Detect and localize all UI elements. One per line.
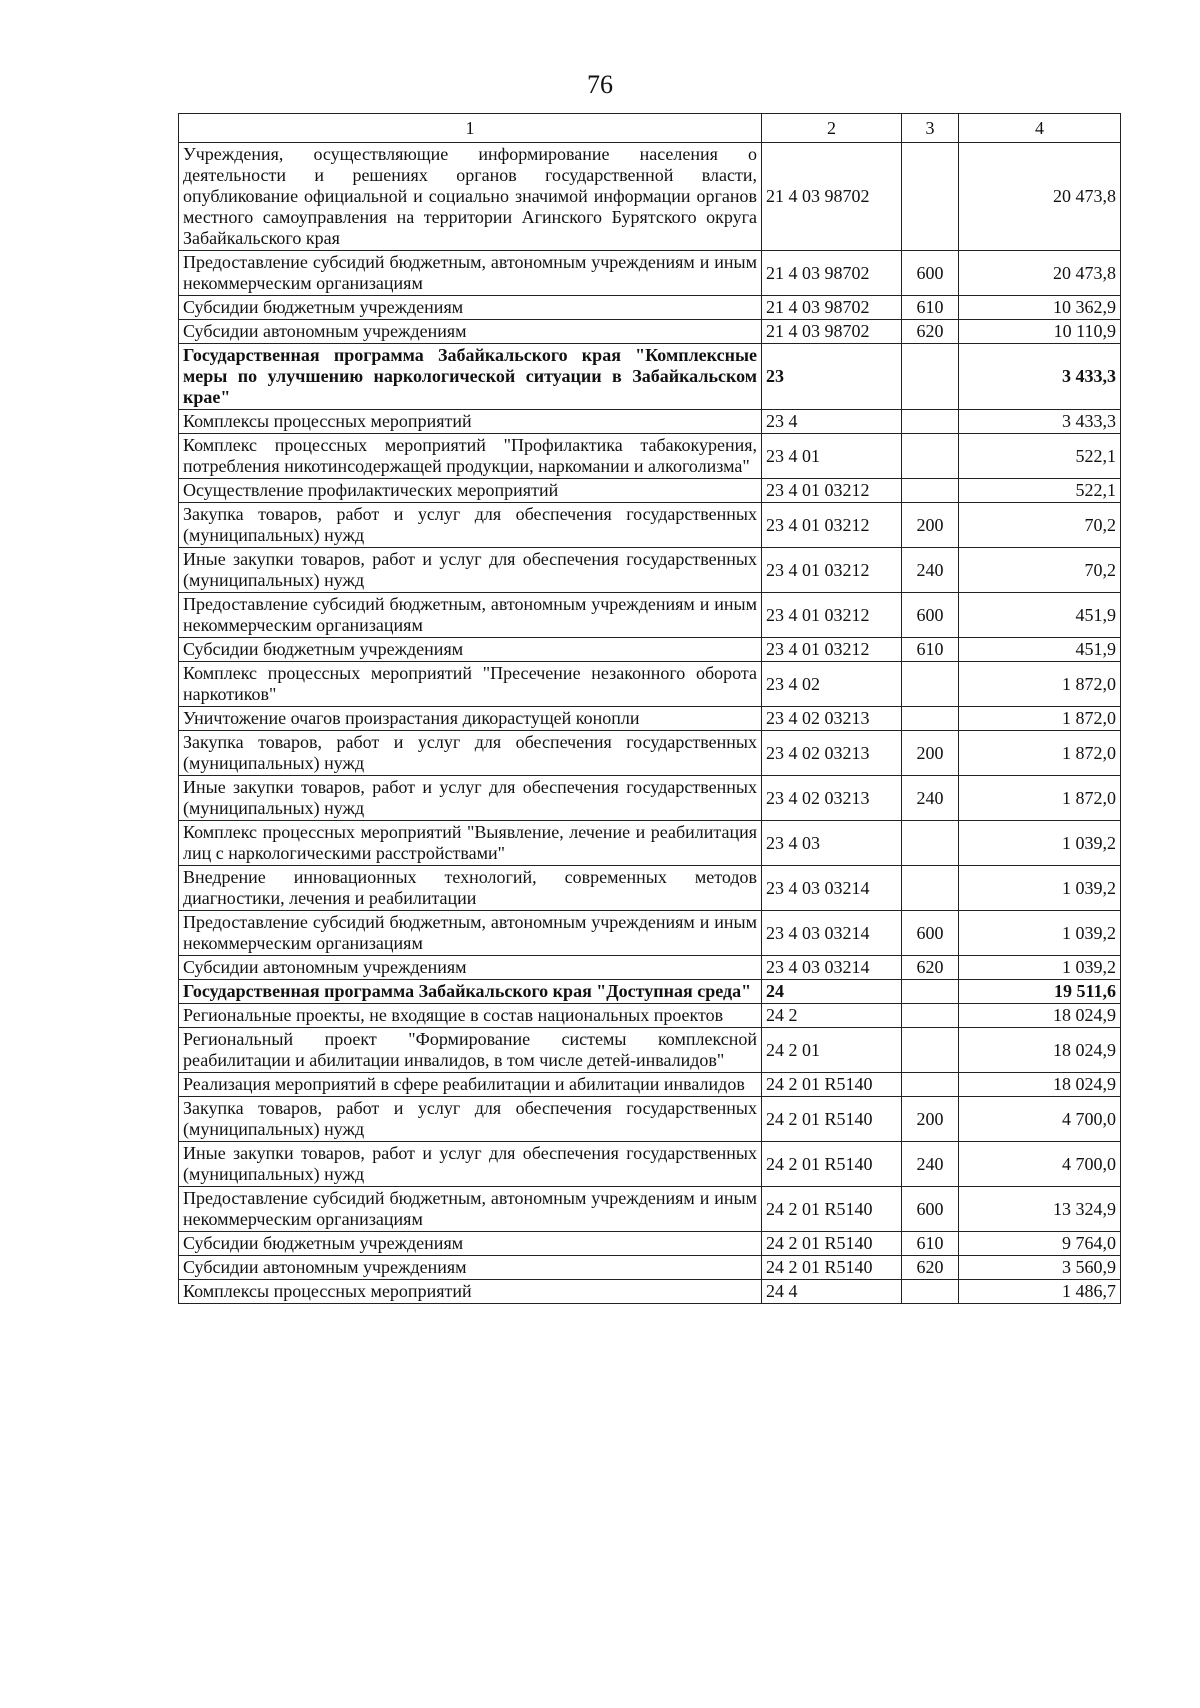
row-name: Иные закупки товаров, работ и услуг для обеспечения государственных (муниципальных) нужд <box>179 776 762 821</box>
table-row <box>179 296 1121 320</box>
row-type <box>902 662 959 707</box>
row-code: 21 4 03 98702 <box>762 143 902 251</box>
row-code: 23 4 03 03214 <box>762 866 902 911</box>
row-code: 23 4 01 03212 <box>762 479 902 503</box>
row-type: 610 <box>902 296 959 320</box>
row-code: 24 2 01 R5140 <box>762 1187 902 1232</box>
row-code: 23 4 02 03213 <box>762 776 902 821</box>
table-row <box>179 1097 1121 1142</box>
row-name: Комплексы процессных мероприятий <box>179 410 762 434</box>
row-amount: 20 473,8 <box>959 251 1121 296</box>
table-row <box>179 866 1121 911</box>
row-code: 23 4 01 <box>762 434 902 479</box>
row-code: 23 4 01 03212 <box>762 638 902 662</box>
row-name: Комплекс процессных мероприятий "Выявление, лечение и реабилитация лиц с наркологическими расстройствами" <box>179 821 762 866</box>
row-amount: 1 872,0 <box>959 731 1121 776</box>
row-name: Внедрение инновационных технологий, современных методов диагностики, лечения и реабилитации <box>179 866 762 911</box>
table-row <box>179 1028 1121 1073</box>
row-code: 23 4 03 <box>762 821 902 866</box>
row-name: Предоставление субсидий бюджетным, автономным учреждениям и иным некоммерческим организациям <box>179 251 762 296</box>
row-name: Региональные проекты, не входящие в состав национальных проектов <box>179 1004 762 1028</box>
row-name: Субсидии автономным учреждениям <box>179 1256 762 1280</box>
header-col-3: 3 <box>902 114 959 143</box>
row-name: Иные закупки товаров, работ и услуг для обеспечения государственных (муниципальных) нужд <box>179 548 762 593</box>
table-row <box>179 1280 1121 1304</box>
table-row <box>179 251 1121 296</box>
row-code: 24 2 <box>762 1004 902 1028</box>
row-name: Учреждения, осуществляющие информирование населения о деятельности и решениях органов государственной власти, опубликование официальной и социально значимой информации органов местного самоуправления на территории Агинского Бурятского округа Забайкальского края <box>179 143 762 251</box>
header-row <box>179 114 1121 143</box>
row-code: 23 4 03 03214 <box>762 956 902 980</box>
row-name: Субсидии бюджетным учреждениям <box>179 1232 762 1256</box>
row-type <box>902 980 959 1004</box>
row-amount: 1 039,2 <box>959 911 1121 956</box>
row-type: 600 <box>902 911 959 956</box>
table-row <box>179 1073 1121 1097</box>
row-type <box>902 479 959 503</box>
row-type <box>902 1073 959 1097</box>
row-code: 24 2 01 R5140 <box>762 1142 902 1187</box>
row-name: Закупка товаров, работ и услуг для обеспечения государственных (муниципальных) нужд <box>179 731 762 776</box>
row-code: 23 4 01 03212 <box>762 593 902 638</box>
row-type <box>902 1028 959 1073</box>
row-amount: 70,2 <box>959 503 1121 548</box>
row-type <box>902 434 959 479</box>
table-row <box>179 548 1121 593</box>
row-type: 240 <box>902 1142 959 1187</box>
row-code: 23 4 02 <box>762 662 902 707</box>
row-name: Предоставление субсидий бюджетным, автономным учреждениям и иным некоммерческим организациям <box>179 911 762 956</box>
table-row <box>179 410 1121 434</box>
table-row <box>179 707 1121 731</box>
row-amount: 70,2 <box>959 548 1121 593</box>
row-amount: 4 700,0 <box>959 1142 1121 1187</box>
row-name: Субсидии автономным учреждениям <box>179 320 762 344</box>
table-row <box>179 1256 1121 1280</box>
row-amount: 13 324,9 <box>959 1187 1121 1232</box>
table-row <box>179 1142 1121 1187</box>
row-amount: 4 700,0 <box>959 1097 1121 1142</box>
row-type <box>902 143 959 251</box>
row-type <box>902 344 959 410</box>
header-col-4: 4 <box>959 114 1121 143</box>
row-type: 600 <box>902 251 959 296</box>
row-code: 23 4 02 03213 <box>762 707 902 731</box>
row-code: 23 <box>762 344 902 410</box>
row-amount: 10 362,9 <box>959 296 1121 320</box>
row-type <box>902 1280 959 1304</box>
budget-table <box>178 113 1121 1304</box>
row-amount: 451,9 <box>959 593 1121 638</box>
row-amount: 3 433,3 <box>959 344 1121 410</box>
row-type: 200 <box>902 503 959 548</box>
header-col-1: 1 <box>179 114 762 143</box>
table-row <box>179 731 1121 776</box>
row-amount: 1 486,7 <box>959 1280 1121 1304</box>
table-row <box>179 821 1121 866</box>
row-code: 23 4 02 03213 <box>762 731 902 776</box>
table-row <box>179 1187 1121 1232</box>
row-name: Государственная программа Забайкальского края "Доступная среда" <box>179 980 762 1004</box>
row-name: Субсидии бюджетным учреждениям <box>179 638 762 662</box>
row-amount: 9 764,0 <box>959 1232 1121 1256</box>
row-code: 24 <box>762 980 902 1004</box>
table-row <box>179 479 1121 503</box>
row-amount: 1 039,2 <box>959 956 1121 980</box>
row-amount: 1 872,0 <box>959 662 1121 707</box>
row-name: Закупка товаров, работ и услуг для обеспечения государственных (муниципальных) нужд <box>179 503 762 548</box>
row-amount: 18 024,9 <box>959 1073 1121 1097</box>
row-type: 610 <box>902 1232 959 1256</box>
row-amount: 1 872,0 <box>959 707 1121 731</box>
row-name: Осуществление профилактических мероприятий <box>179 479 762 503</box>
row-code: 24 4 <box>762 1280 902 1304</box>
row-name: Государственная программа Забайкальского края "Комплексные меры по улучшению наркологической ситуации в Забайкальском крае" <box>179 344 762 410</box>
row-name: Комплексы процессных мероприятий <box>179 1280 762 1304</box>
table-row <box>179 980 1121 1004</box>
row-code: 23 4 01 03212 <box>762 503 902 548</box>
table-row <box>179 1004 1121 1028</box>
row-code: 24 2 01 <box>762 1028 902 1073</box>
row-amount: 10 110,9 <box>959 320 1121 344</box>
row-amount: 20 473,8 <box>959 143 1121 251</box>
row-name: Комплекс процессных мероприятий "Профилактика табакокурения, потребления никотинсодержащей продукции, наркомании и алкоголизма" <box>179 434 762 479</box>
row-type: 240 <box>902 776 959 821</box>
row-type: 620 <box>902 956 959 980</box>
row-type <box>902 410 959 434</box>
page-number: 76 <box>587 70 613 99</box>
row-type <box>902 821 959 866</box>
table-row <box>179 776 1121 821</box>
row-amount: 1 039,2 <box>959 866 1121 911</box>
row-code: 24 2 01 R5140 <box>762 1232 902 1256</box>
header-col-2: 2 <box>762 114 902 143</box>
table-row <box>179 143 1121 251</box>
row-amount: 522,1 <box>959 479 1121 503</box>
row-code: 24 2 01 R5140 <box>762 1073 902 1097</box>
table-row <box>179 1232 1121 1256</box>
table-body <box>179 114 1121 1304</box>
row-type: 240 <box>902 548 959 593</box>
table-row <box>179 344 1121 410</box>
row-code: 21 4 03 98702 <box>762 251 902 296</box>
row-name: Региональный проект "Формирование системы комплексной реабилитации и абилитации инвалидов, в том числе детей-инвалидов" <box>179 1028 762 1073</box>
row-type <box>902 1004 959 1028</box>
row-amount: 19 511,6 <box>959 980 1121 1004</box>
row-amount: 451,9 <box>959 638 1121 662</box>
row-type: 600 <box>902 1187 959 1232</box>
row-type: 600 <box>902 593 959 638</box>
row-type: 620 <box>902 1256 959 1280</box>
row-code: 24 2 01 R5140 <box>762 1097 902 1142</box>
row-name: Субсидии автономным учреждениям <box>179 956 762 980</box>
table-row <box>179 662 1121 707</box>
table-row <box>179 503 1121 548</box>
row-code: 24 2 01 R5140 <box>762 1256 902 1280</box>
table-row <box>179 956 1121 980</box>
table-row <box>179 638 1121 662</box>
row-code: 21 4 03 98702 <box>762 320 902 344</box>
row-amount: 3 433,3 <box>959 410 1121 434</box>
row-name: Реализация мероприятий в сфере реабилитации и абилитации инвалидов <box>179 1073 762 1097</box>
row-amount: 1 039,2 <box>959 821 1121 866</box>
row-type: 610 <box>902 638 959 662</box>
row-name: Иные закупки товаров, работ и услуг для обеспечения государственных (муниципальных) нужд <box>179 1142 762 1187</box>
row-type: 200 <box>902 731 959 776</box>
row-type: 200 <box>902 1097 959 1142</box>
row-type: 620 <box>902 320 959 344</box>
row-code: 23 4 01 03212 <box>762 548 902 593</box>
table-row <box>179 320 1121 344</box>
row-type <box>902 866 959 911</box>
row-code: 23 4 <box>762 410 902 434</box>
row-name: Комплекс процессных мероприятий "Пресечение незаконного оборота наркотиков" <box>179 662 762 707</box>
row-type <box>902 707 959 731</box>
table-row <box>179 593 1121 638</box>
row-code: 21 4 03 98702 <box>762 296 902 320</box>
row-amount: 3 560,9 <box>959 1256 1121 1280</box>
table-row <box>179 911 1121 956</box>
row-name: Уничтожение очагов произрастания дикорастущей конопли <box>179 707 762 731</box>
row-code: 23 4 03 03214 <box>762 911 902 956</box>
row-name: Субсидии бюджетным учреждениям <box>179 296 762 320</box>
row-amount: 1 872,0 <box>959 776 1121 821</box>
row-name: Закупка товаров, работ и услуг для обеспечения государственных (муниципальных) нужд <box>179 1097 762 1142</box>
row-name: Предоставление субсидий бюджетным, автономным учреждениям и иным некоммерческим организациям <box>179 1187 762 1232</box>
row-amount: 522,1 <box>959 434 1121 479</box>
row-amount: 18 024,9 <box>959 1004 1121 1028</box>
row-name: Предоставление субсидий бюджетным, автономным учреждениям и иным некоммерческим организациям <box>179 593 762 638</box>
row-amount: 18 024,9 <box>959 1028 1121 1073</box>
table-row <box>179 434 1121 479</box>
